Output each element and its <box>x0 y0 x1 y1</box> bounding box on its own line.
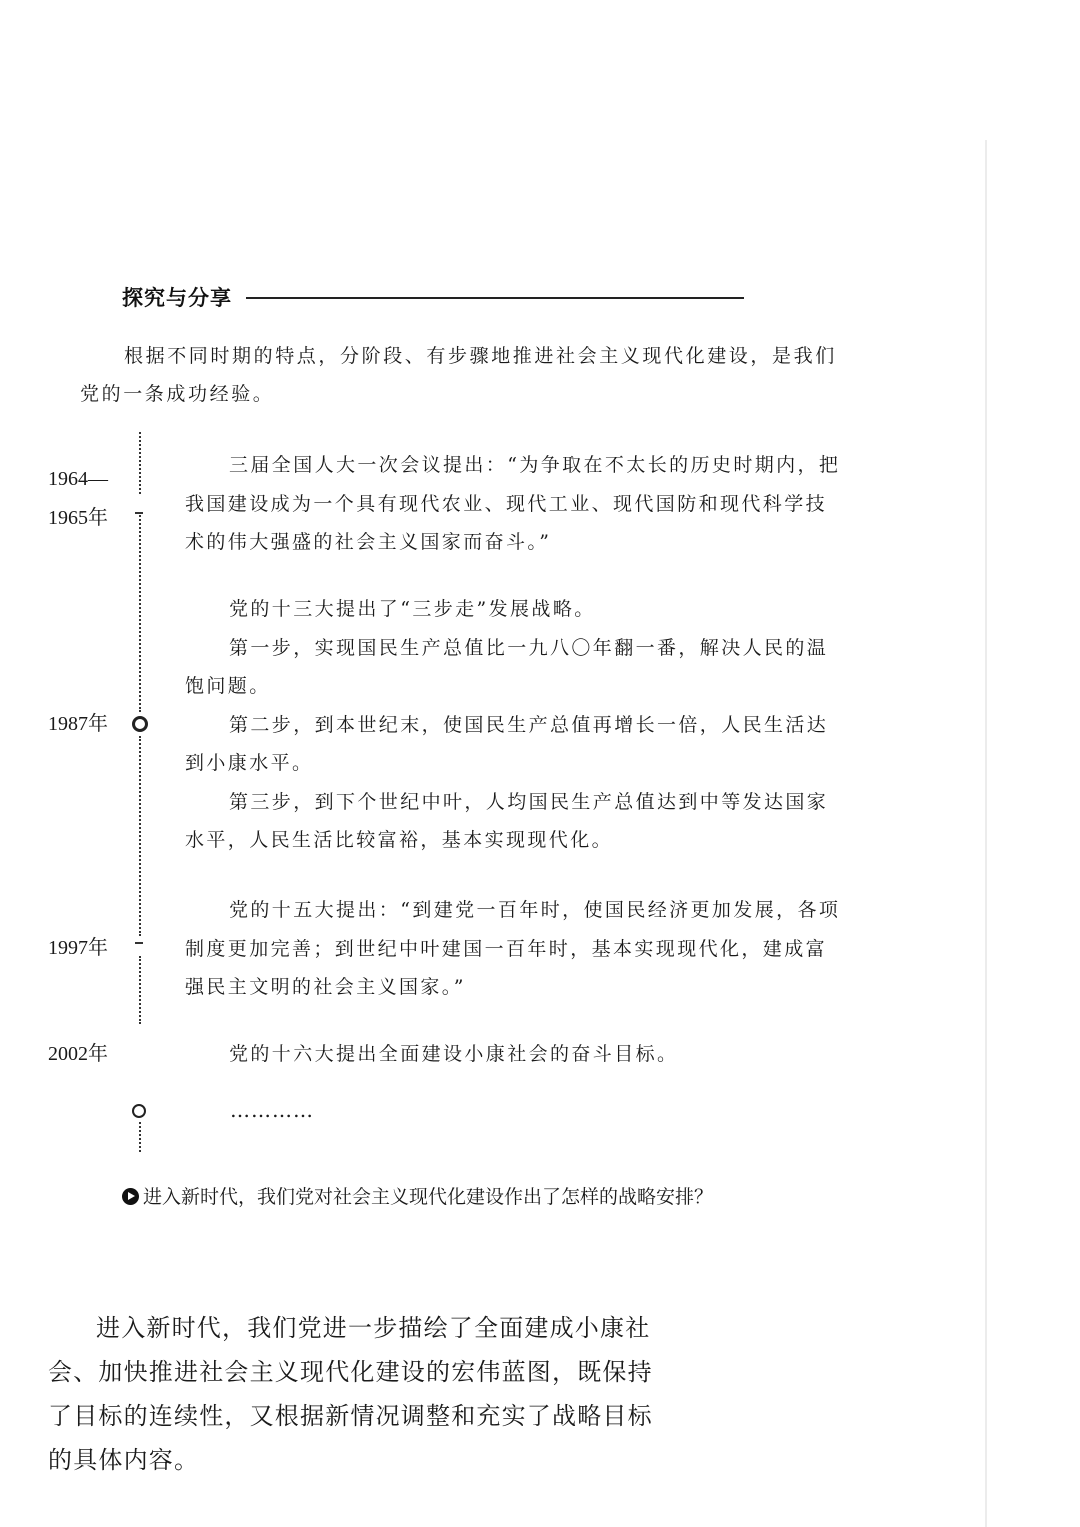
timeline-year: 1965年 <box>48 507 108 529</box>
section-header <box>122 282 752 312</box>
page-edge-divider <box>985 140 987 1527</box>
timeline-entry-2002 <box>185 1035 845 1074</box>
timeline-entry-1997 <box>185 891 845 1007</box>
body-paragraph: 进入新时代，我们党进一步描绘了全面建成小康社会、加快推进社会主义现代化建设的宏伟蓝图，既保持了目标的连续性，又根据新情况调整和充实了战略目标的具体内容。 <box>48 1314 653 1474</box>
entry-text: 党的十五大提出：“到建党一百年时，使国民经济更加发展，各项制度更加完善；到世纪中叶建国一百年时，基本实现现代化，建成富强民主文明的社会主义国家。” <box>185 899 841 998</box>
section-rule <box>246 297 744 299</box>
entry-text: 党的十三大提出了“三步走”发展战略。 <box>229 598 596 620</box>
entry-text: 三届全国人大一次会议提出：“为争取在不太长的历史时期内，把我国建设成为一个具有现代农业、现代工业、现代国防和现代科学技术的伟大强盛的社会主义国家而奋斗。” <box>185 454 841 553</box>
entry-text: 第一步，实现国民生产总值比一九八〇年翻一番，解决人民的温饱问题。 <box>185 636 829 697</box>
timeline-tick <box>135 512 143 514</box>
entry-text: 党的十六大提出全面建设小康社会的奋斗目标。 <box>229 1043 679 1065</box>
timeline-line-segment <box>139 512 141 712</box>
timeline-entry-1964 <box>185 446 845 562</box>
discussion-question <box>122 1180 822 1214</box>
timeline-line-segment <box>139 956 141 1024</box>
timeline-marker-open-end <box>132 1104 146 1118</box>
timeline-year: 1997年 <box>48 937 108 959</box>
entry-text: 第二步，到本世纪末，使国民生产总值再增长一倍，人民生活达到小康水平。 <box>185 713 829 774</box>
timeline-line-segment <box>139 736 141 936</box>
play-bullet-icon <box>122 1188 139 1205</box>
question-text: 进入新时代，我们党对社会主义现代化建设作出了怎样的战略安排？ <box>143 1186 714 1208</box>
timeline-year: 2002年 <box>48 1043 108 1065</box>
timeline-year: 1964— <box>48 468 108 490</box>
timeline-ellipsis: ………… <box>230 1098 314 1122</box>
timeline-entry-1987 <box>185 590 845 860</box>
section-title: 探究与分享 <box>122 286 232 310</box>
timeline-line-segment <box>139 1122 141 1152</box>
timeline-marker-1987 <box>132 716 148 732</box>
timeline-year: 1987年 <box>48 713 108 735</box>
timeline-tick <box>135 942 143 944</box>
timeline-line-segment <box>139 432 141 494</box>
entry-text: 第三步，到下个世纪中叶，人均国民生产总值达到中等发达国家水平，人民生活比较富裕，基本实现现代化。 <box>185 790 829 851</box>
intro-paragraph: 根据不同时期的特点，分阶段、有步骤地推进社会主义现代化建设，是我们党的一条成功经验。 <box>80 345 837 405</box>
